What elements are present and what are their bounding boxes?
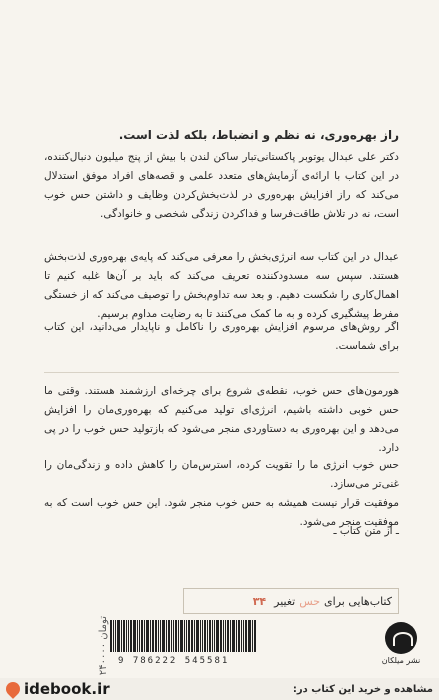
paragraph-1: دکتر علی عبدال یوتوبر پاکستانی‌تبار ساکن لندن با بیش از پنج میلیون دنبال‌کننده، در این کتاب با ارائه‌ی آزمایش‌های متعدد علمی و قصه‌های افراد موفق استدلال می‌کند که راز افزایش بهره‌وری در لذت‌بخش‌کردن وظایف و داشتن حس خوب است، نه در تلاش طاقت‌فرسا و فداکردن زندگی شخصی و خانوادگی. [44,151,399,220]
price-label: ۲۴۰۰۰۰ تومان [98,616,109,676]
quote-2: حس خوب انرژی ما را تقویت کرده، استرس‌مان را کاهش داده و زندگی‌مان را غنی‌تر می‌سازد. [44,459,399,490]
quote-1: هورمون‌های حس خوب، نقطه‌ی شروع برای چرخه‌ای ارزشمند هستند. وقتی ما حس خوبی داشته باشیم، انرژی‌ای تولید می‌کنیم که بهره‌وری‌مان را افزایش می‌دهد و این بهره‌وری به دستاوردی منجر می‌شود که بازتولید حس خوب را در پی دارد. [44,385,399,454]
publisher-logo-icon [385,622,417,654]
divider [44,372,399,373]
site-logo[interactable] [6,680,110,698]
barcode-number: 9 786222 545581 [118,656,230,666]
headline: راز بهره‌وری، نه نظم و انضباط، بلکه لذت است. [118,128,399,142]
publisher-block [378,622,424,665]
series-word: تغییر [274,594,296,608]
series-prefix: کتاب‌هایی برای [324,594,392,608]
site-logo-text: idebook.ir [24,680,110,698]
paragraph-2: عبدال در این کتاب سه انرژی‌بخش را معرفی می‌کند که پایه‌ی بهره‌وری لذت‌بخش هستند. سپس سه مسدودکننده تعریف می‌کند که باید بر آن‌ها غلبه کنیم تا اهمال‌کاری را شکست دهیم. و بعد سه تداوم‌بخش را توصیف می‌کند که از خستگی مفرط پیشگیری کرده و به ما کمک می‌کنند تا به رضایت مداوم برسیم. [44,251,399,320]
series-label [183,588,399,614]
barcode-icon [110,620,340,660]
series-number: ۳۴ [252,594,267,608]
series-accent: حس [299,594,321,608]
quote-3: موفقیت قرار نیست همیشه به حس خوب منجر شود. این حس خوب است که به موفقیت منجر می‌شود. [44,497,399,528]
footer-cta: مشاهده و خرید این کتاب در: [292,683,433,695]
footer-bar[interactable] [0,678,439,700]
quote-source: ـ از متن کتاب ـ [333,525,399,537]
location-pin-icon [3,679,23,699]
paragraph-3: اگر روش‌های مرسوم افزایش بهره‌وری را ناکامل و ناپایدار می‌دانید، این کتاب برای شماست. [44,321,399,352]
publisher-name: نشر میلکان [381,656,421,665]
